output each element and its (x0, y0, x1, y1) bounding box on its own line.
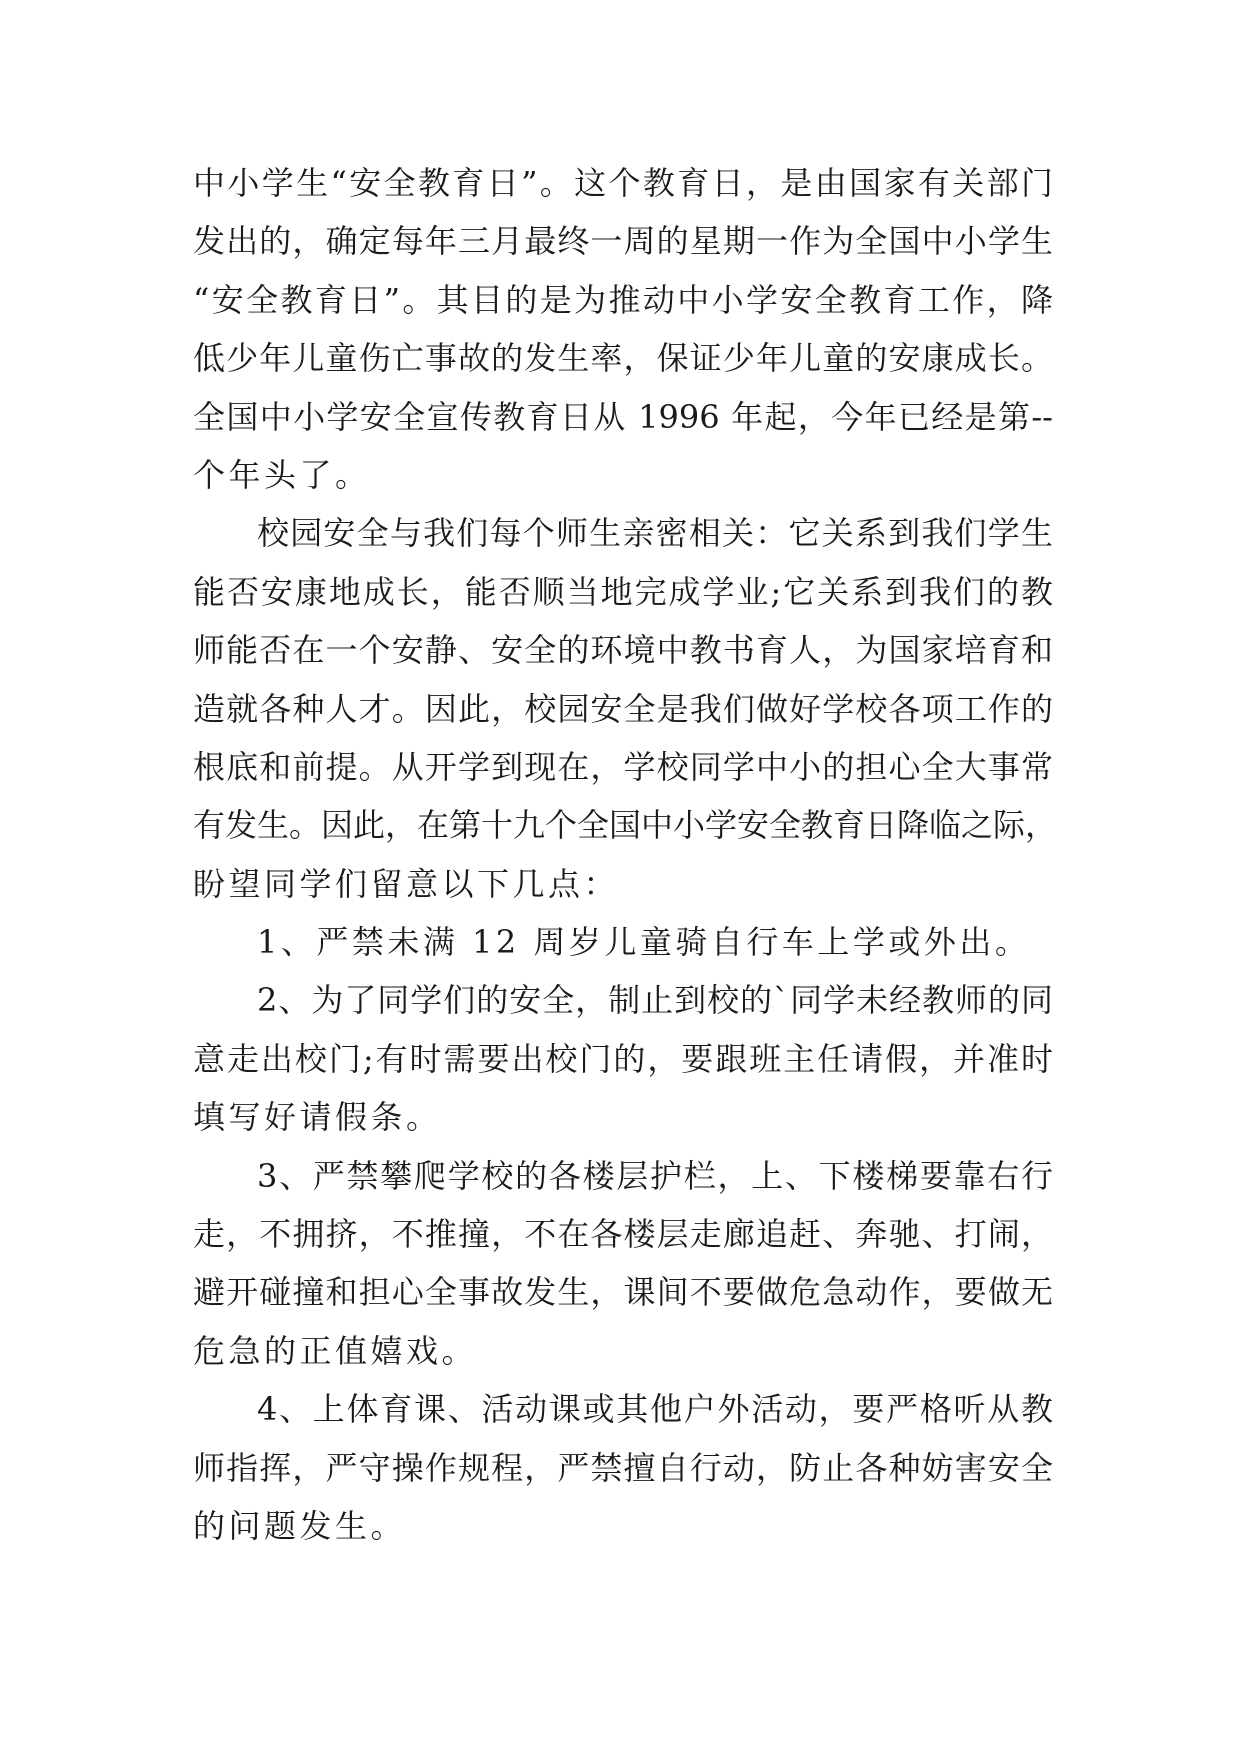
paragraph-line: 避开碰撞和担心全事故发生，课间不要做危急动作，要做无 (193, 1273, 1053, 1312)
paragraph (193, 971, 1053, 1146)
paragraph-line: 个年头了。 (193, 455, 371, 494)
paragraph-line: 1、严禁未满 12 周岁儿童骑自行车上学或外出。 (257, 923, 1031, 962)
document-body (193, 154, 1058, 1555)
paragraph-line: 有发生。因此，在第十九个全国中小学安全教育日降临之际， (193, 806, 1058, 845)
paragraph-line: 根底和前提。从开学到现在，学校同学中小的担心全大事常 (193, 747, 1053, 786)
paragraph-line: 2、为了同学们的安全，制止到校的`同学未经教师的同 (257, 981, 1053, 1020)
paragraph (193, 154, 1053, 504)
paragraph-line: 盼望同学们留意以下几点： (193, 864, 620, 903)
paragraph-line: 走，不拥挤，不推撞，不在各楼层走廊追赶、奔驰、打闹， (193, 1215, 1053, 1254)
paragraph-line: 师指挥，严守操作规程，严禁擅自行动，防止各种妨害安全 (193, 1448, 1053, 1487)
paragraph-line: 3、严禁攀爬学校的各楼层护栏，上、下楼梯要靠右行 (257, 1156, 1053, 1195)
paragraph-line: 填写好请假条。 (193, 1098, 442, 1137)
paragraph-line: 校园安全与我们每个师生亲密相关：它关系到我们学生 (257, 514, 1053, 553)
paragraph (193, 1147, 1053, 1381)
paragraph-line: 的问题发生。 (193, 1506, 407, 1545)
paragraph-line: 低少年儿童伤亡事故的发生率，保证少年儿童的安康成长。 (193, 339, 1053, 378)
paragraph-line: “安全教育日”。其目的是为推动中小学安全教育工作，降 (193, 280, 1053, 319)
paragraph-line: 造就各种人才。因此，校园安全是我们做好学校各项工作的 (193, 689, 1053, 728)
paragraph-line: 中小学生“安全教育日”。这个教育日，是由国家有关部门 (193, 164, 1053, 202)
paragraph-line: 发出的，确定每年三月最终一周的星期一作为全国中小学生 (193, 222, 1053, 261)
paragraph-line: 能否安康地成长，能否顺当地完成学业;它关系到我们的教 (193, 572, 1053, 611)
paragraph-line: 全国中小学安全宣传教育日从 1996 年起，今年已经是第-- (193, 397, 1053, 436)
paragraph-line: 意走出校门;有时需要出校门的，要跟班主任请假，并准时 (193, 1039, 1053, 1078)
paragraph (193, 1380, 1053, 1555)
paragraph (193, 504, 1058, 913)
paragraph-line: 4、上体育课、活动课或其他户外活动，要严格听从教 (257, 1390, 1053, 1429)
paragraph-line: 师能否在一个安静、安全的环境中教书育人，为国家培育和 (193, 631, 1053, 670)
paragraph-line: 危急的正值嬉戏。 (193, 1331, 478, 1370)
paragraph (193, 913, 1053, 971)
